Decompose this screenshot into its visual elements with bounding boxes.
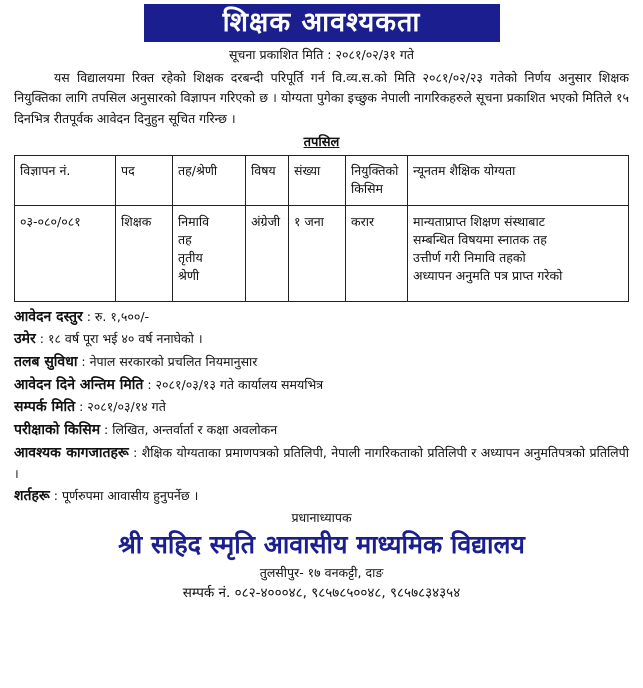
qualification-line: अध्यापन अनुमति पत्र प्राप्त गरेको [413, 268, 563, 284]
intro-paragraph: यस विद्यालयमा रिक्त रहेको शिक्षक दरबन्दी परिपूर्ति गर्न वि.व्य.स.को मिति २०८१/०२/२३ गतेको निर्णय अनुसार शिक्षक नियुक्तिका लागि तपसिल अनुसारको विज्ञापन गरिएको छ । योग्यता पुगेका इच्छुक नेपाली नागरिकहरुले सूचना प्रकाशित भएको मितिले १५ दिनभित्र रीतपूर्वक आवेदन दिनुहुन सूचित गरिन्छ । [14, 70, 629, 126]
terms-list [14, 306, 629, 508]
school-address: तुलसीपुर- १७ वनकट्टी, दाङ [259, 564, 384, 580]
level-line: निमावि [178, 213, 210, 229]
column-header-subject: विषय [246, 155, 289, 205]
cell-post: शिक्षक [116, 205, 173, 301]
level-line: तह [178, 231, 192, 247]
column-header-level: तह/श्रेणी [173, 155, 246, 205]
cell-appointment-type: करार [346, 205, 408, 301]
field-label: आवश्यक कागजातहरू [14, 444, 129, 461]
column-header-ad-no: विज्ञापन नं. [15, 155, 116, 205]
school-name: श्री सहिद स्मृति आवासीय माध्यमिक विद्यालय [118, 530, 525, 560]
level-line: तृतीय [178, 249, 203, 265]
table-header-row [15, 155, 629, 205]
field-value: : लिखित, अन्तर्वार्ता र कक्षा अवलोकन [100, 422, 278, 438]
field-value: : नेपाल सरकारको प्रचलित नियमानुसार [77, 354, 258, 370]
qualification-line: उत्तीर्ण गरी निमावि तहको [413, 249, 526, 265]
field-value: : रु. १,५००/- [82, 308, 150, 324]
column-header-qualification: न्यूनतम शैक्षिक योग्यता [408, 155, 629, 205]
qualification-line: सम्बन्धित विषयमा स्नातक तह [413, 231, 547, 247]
field-age [14, 328, 629, 351]
field-value: : १८ वर्ष पूरा भई ४० वर्ष ननाघेको । [35, 331, 203, 347]
field-label: तलब सुविधा [14, 354, 78, 371]
field-contact-date [14, 396, 629, 419]
cell-count: १ जना [289, 205, 346, 301]
qualification-line: मान्यताप्राप्त शिक्षण संस्थाबाट [413, 213, 545, 229]
field-salary [14, 351, 629, 374]
cell-subject: अंग्रेजी [246, 205, 289, 301]
column-header-appointment-type: नियुक्तिको किसिम [346, 155, 408, 205]
field-conditions [14, 485, 629, 508]
cell-ad-no: ०३-०८०/०८१ [15, 205, 116, 301]
signatory-title: प्रधानाध्यापक [291, 510, 352, 526]
field-value: : २०८१/०३/१४ गते [75, 399, 166, 415]
field-label: आवेदन दिने अन्तिम मिति [14, 376, 144, 393]
field-exam-type [14, 419, 629, 442]
details-title: तपसिल [303, 134, 340, 150]
field-label: परीक्षाको किसिम [14, 422, 101, 439]
field-application-fee [14, 306, 629, 329]
field-label: उमेर [14, 331, 36, 348]
field-label: सम्पर्क मिति [14, 399, 76, 416]
field-value: : शैक्षिक योग्यताका प्रमाणपत्रको प्रतिलिपी, नेपाली नागरिकताको प्रतिलिपी र अध्यापन अनुमतिपत्रको प्रतिलिपी । [14, 444, 629, 482]
table-row [15, 205, 629, 301]
vacancy-table [14, 155, 629, 302]
field-required-documents [14, 442, 629, 485]
level-line: श्रेणी [178, 268, 200, 284]
column-header-count: संख्या [289, 155, 346, 205]
field-label: आवेदन दस्तुर [14, 308, 83, 325]
school-contact: सम्पर्क नं. ०८२-४०००४८, ९८५७८५००४८, ९८५७८३४३५४ [182, 584, 461, 601]
cell-qualification [408, 205, 629, 301]
cell-level [173, 205, 246, 301]
published-date: सूचना प्रकाशित मिति : २०८१/०२/३१ गते [228, 47, 415, 62]
field-label: शर्तहरू [14, 487, 50, 504]
notice-heading: शिक्षक आवश्यकता [144, 4, 500, 42]
field-value: : २०८१/०३/१३ गते कार्यालय समयभित्र [143, 376, 324, 392]
column-header-post: पद [116, 155, 173, 205]
field-value: : पूर्णरुपमा आवासीय हुनुपर्नेछ । [49, 487, 199, 503]
field-deadline [14, 374, 629, 397]
